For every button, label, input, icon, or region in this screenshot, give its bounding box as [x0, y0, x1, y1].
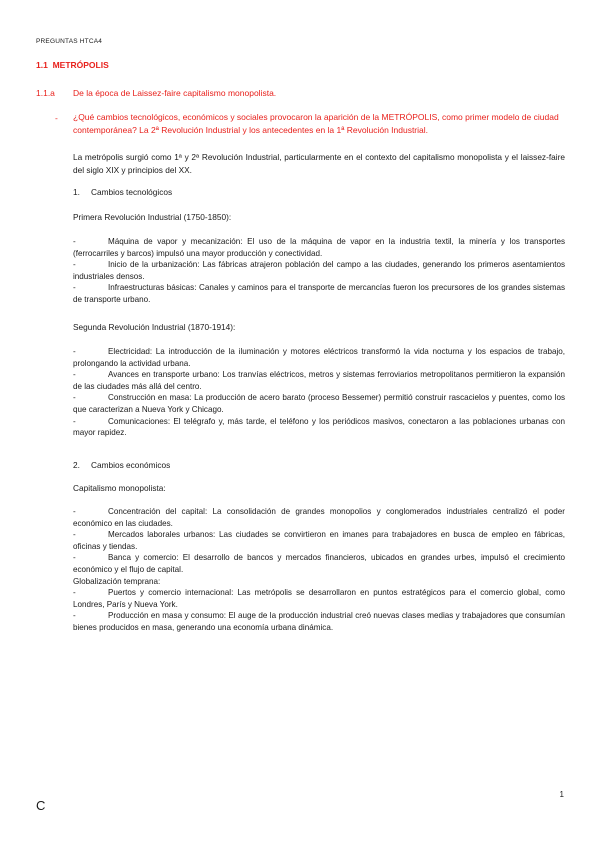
second-revolution-list [73, 346, 565, 439]
globalization-title: Globalización temprana: [73, 576, 161, 586]
first-revolution-title: Primera Revolución Industrial (1750-1850): [73, 212, 232, 222]
subsection-number: 1.1.a [36, 88, 55, 98]
first-revolution-list [73, 236, 565, 306]
list-item: - Avances en transporte urbano: Los tranvías eléctricos, metros y sistemas ferroviarios metropolitanos permitieron la expansión de las ciudades más allá del centro. [73, 370, 565, 391]
list-item: - Puertos y comercio internacional: Las metrópolis se desarrollaron en puntos estratégicos para el comercio global, como Londres, París y Nueva York. [73, 588, 565, 609]
capitalism-title: Capitalismo monopolista: [73, 483, 166, 493]
list-item: - Electricidad: La introducción de la iluminación y motores eléctricos transformó la vida nocturna y los espacios de trabajo, prolongando la actividad urbana. [73, 347, 565, 368]
page-number: 1 [559, 790, 564, 799]
section-number: 1.1 [36, 60, 48, 70]
list-item: - Mercados laborales urbanos: Las ciudades se convirtieron en imanes para trabajadores en busca de empleo en fábricas, oficinas y tiendas. [73, 530, 565, 551]
tech-heading-title: Cambios tecnológicos [91, 187, 173, 197]
list-item: - Construcción en masa: La producción de acero barato (proceso Bessemer) permitió construir rascacielos y puentes, como los que caracterizan a Nueva York y Chicago. [73, 393, 565, 414]
corner-mark: C [36, 798, 46, 813]
list-item: - Banca y comercio: El desarrollo de bancos y mercados financieros, ubicados en grandes urbes, impulsó el crecimiento económico y el flujo de capital. [73, 553, 565, 574]
list-item: - Concentración del capital: La consolidación de grandes monopolios y conglomerados industriales centralizó el poder económico en las ciudades. [73, 507, 565, 528]
econ-heading-number: 2. [73, 460, 80, 470]
document-header: PREGUNTAS HTCA4 [36, 38, 103, 45]
tech-heading [73, 187, 172, 197]
capitalism-list [73, 506, 565, 634]
econ-heading [73, 460, 170, 470]
tech-heading-number: 1. [73, 187, 80, 197]
list-item: - Infraestructuras básicas: Canales y caminos para el transporte de mercancías fueron los precursores de los grandes sistemas de transporte urbano. [73, 283, 565, 304]
list-item: - Producción en masa y consumo: El auge de la producción industrial creó nuevas clases medias y trabajadores que consumían bienes producidos en masa, generando una economía urbana dinámica. [73, 611, 565, 632]
list-item: - Comunicaciones: El telégrafo y, más tarde, el teléfono y los periódicos masivos, conectaron a las poblaciones urbanas con mayor rapidez. [73, 416, 565, 438]
list-item: - Inicio de la urbanización: Las fábricas atrajeron población del campo a las ciudades, generando los primeros asentamientos industriales densos. [73, 260, 565, 281]
intro-paragraph: La metrópolis surgió como 1ª y 2ª Revolución Industrial, particularmente en el contexto del capitalismo monopolista y el laissez-faire del siglo XIX y principios del XX. [73, 152, 565, 175]
second-revolution-title: Segunda Revolución Industrial (1870-1914): [73, 322, 236, 332]
econ-heading-title: Cambios económicos [91, 460, 171, 470]
question-text: ¿Qué cambios tecnológicos, económicos y sociales provocaron la aparición de la METRÓPOLIS, como primer modelo de ciudad contemporánea? La 2ª Revolución Industrial y los antecedentes en la 1ª Revolución Industrial. [73, 112, 559, 135]
list-item: - Máquina de vapor y mecanización: El uso de la máquina de vapor en la industria textil, la minería y los transportes (ferrocarriles y barcos) impulsó una mayor producción y conectividad. [73, 237, 565, 258]
question-dash: - [55, 113, 58, 123]
section-heading [36, 60, 109, 70]
subsection-title: De la época de Laissez-faire capitalismo monopolista. [73, 88, 277, 98]
section-title: METRÓPOLIS [52, 60, 109, 70]
